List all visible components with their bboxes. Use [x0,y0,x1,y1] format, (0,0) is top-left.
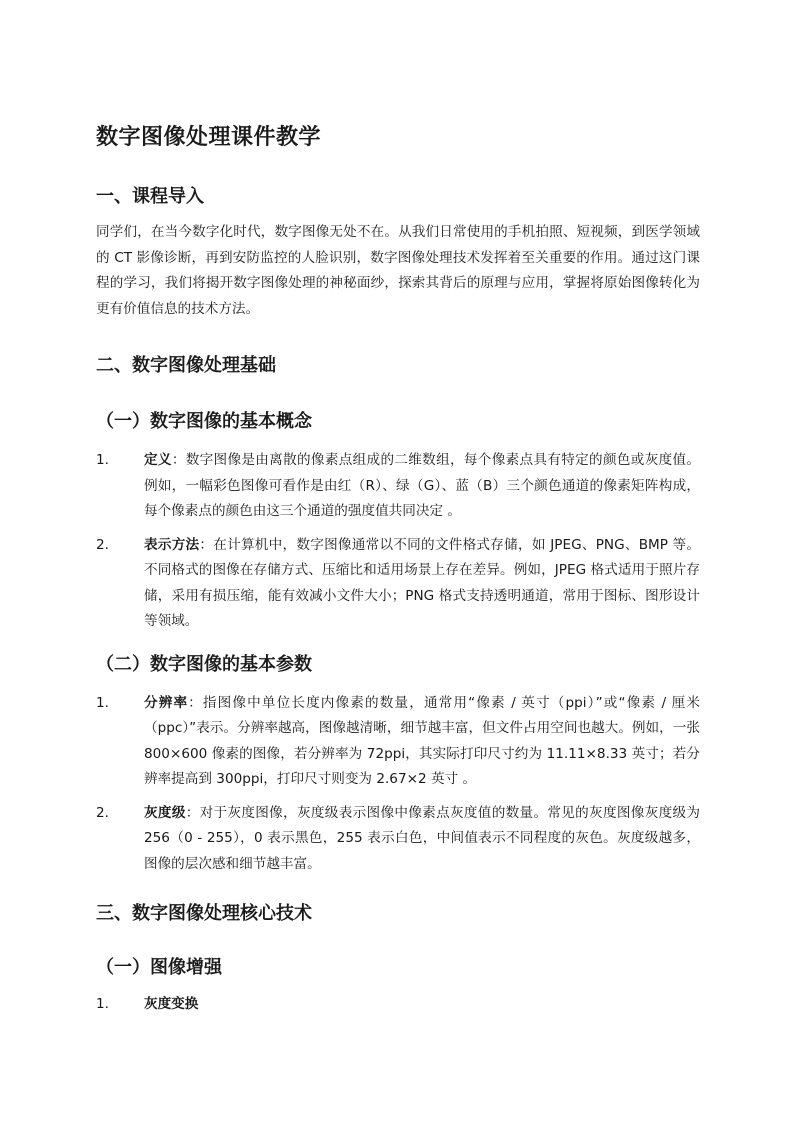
subsection-heading-concept: （一）数字图像的基本概念 [96,411,312,432]
list-item-term: 分辨率 [144,694,189,711]
list-item [96,801,700,878]
list-item-text: ：对于灰度图像，灰度级表示图像中像素点灰度值的数量。常见的灰度图像灰度级为 256（0 - 255），0 表示黑色，255 表示白色，中间值表示不同程度的灰色。灰度级越多，图像的层次感和细节越丰富。 [144,804,701,872]
list-item-text: ：数字图像是由离散的像素点组成的二维数组，每个像素点具有特定的颜色或灰度值。例如，一幅彩色图像可看作是由红（R）、绿（G）、蓝（B）三个颜色通道的像素矩阵构成，每个像素点的颜色由这三个通道的强度值共同决定 。 [144,452,701,519]
subsection-heading-params: （二）数字图像的基本参数 [96,653,312,675]
concept-list [96,448,700,635]
list-item-number: 1. [96,452,109,468]
list-item-number: 1. [96,694,109,711]
list-item-number: 2. [96,804,109,821]
list-item-term: 灰度级 [144,804,186,821]
list-item-text: ：在计算机中，数字图像通常以不同的文件格式存储，如 JPEG、PNG、BMP 等。不同格式的图像在存储方式、压缩比和适用场景上存在差异。例如，JPEG 格式适用于照片存储，采用有损压缩，能有效减小文件大小；PNG 格式支持透明通道，常用于图标、图形设计等领域。 [144,536,700,629]
list-item [96,691,700,793]
subsection-heading-enhance: （一）图像增强 [96,957,222,978]
section-heading-core: 三、数字图像处理核心技术 [96,903,312,924]
enhance-list [96,992,700,1018]
list-item [96,448,700,525]
list-item-term: 表示方法 [144,536,200,553]
list-item-term: 灰度变换 [144,996,199,1012]
document-title: 数字图像处理课件教学 [96,125,322,150]
document-page [96,118,700,1018]
list-item-term: 定义 [144,452,172,468]
list-item [96,992,700,1018]
list-item-number: 1. [96,996,109,1012]
list-item [96,533,700,635]
section-heading-intro: 一、课程导入 [96,186,204,207]
params-list [96,691,700,878]
intro-paragraph: 同学们，在当今数字化时代，数字图像无处不在。从我们日常使用的手机拍照、短视频，到医学领域的 CT 影像诊断，再到安防监控的人脸识别，数字图像处理技术发挥着至关重要的作用。通过这门课程的学习，我们将揭开数字图像处理的神秘面纱，探索其背后的原理与应用，掌握将原始图像转化为更有价值信息的技术方法。 [96,224,700,317]
list-item-text: ：指图像中单位长度内像素的数量，通常用“像素 / 英寸（ppi）”或“像素 / 厘米（ppc）”表示。分辨率越高，图像越清晰，细节越丰富，但文件占用空间也越大。例如，一张 800×600 像素的图像，若分辨率为 72ppi，其实际打印尺寸约为 11.11×8.33 英寸；若分辨率提高到 300ppi，打印尺寸则变为 2.67×2 英寸 。 [144,694,700,787]
section-heading-basics: 二、数字图像处理基础 [96,355,276,376]
list-item-number: 2. [96,536,109,553]
